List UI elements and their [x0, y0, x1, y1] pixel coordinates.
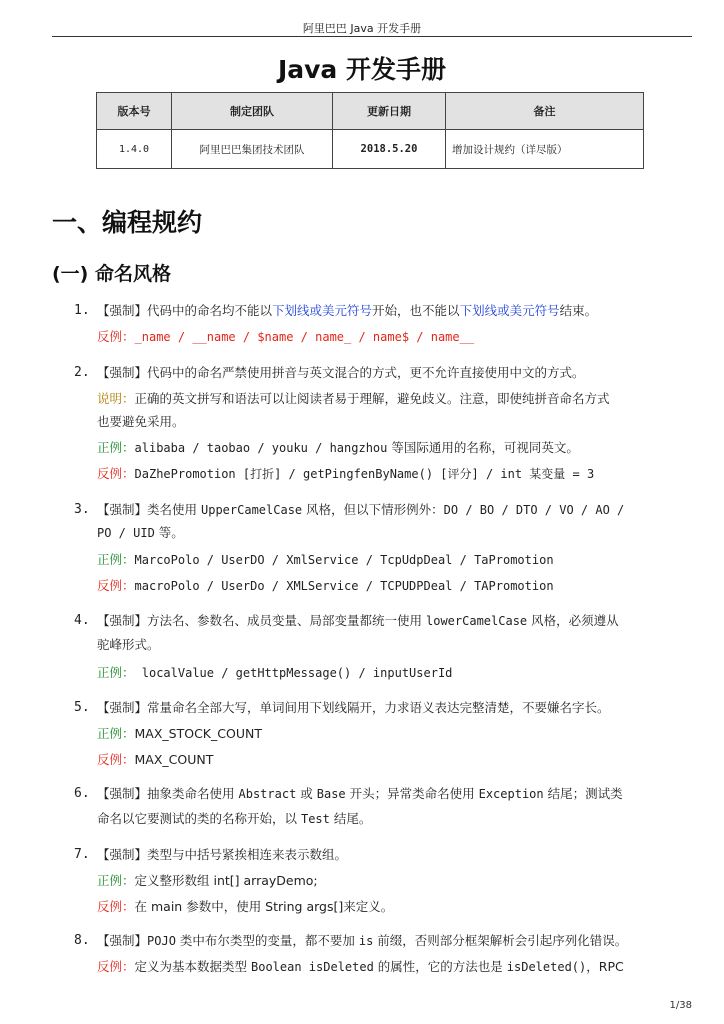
inline-code: UpperCamelCase: [201, 503, 303, 517]
rule-tag: 【强制】: [97, 613, 148, 628]
example-text: 等国际通用的名称，可视同英文。: [387, 440, 579, 455]
inline-code: Base: [316, 787, 346, 801]
inline-code: Boolean isDeleted: [251, 960, 374, 974]
rule-line: [97, 928, 627, 954]
example-code: alibaba / taobao / youku / hangzhou: [134, 441, 388, 455]
note-label: 说明：: [97, 391, 135, 406]
example-label: 正例：: [97, 552, 135, 567]
rule-text: 代码中的命名均不能以: [147, 303, 273, 318]
rule-text: 开始，也不能以: [372, 303, 460, 318]
item-number: 4.: [74, 613, 90, 628]
rule-text: 类名使用: [147, 502, 201, 517]
inline-code: Abstract: [238, 787, 297, 801]
inline-code: Exception: [478, 787, 544, 801]
highlight-text: 下划线或美元符号: [272, 303, 373, 318]
example-line: [97, 435, 579, 461]
rule-tag: 【强制】: [97, 700, 148, 715]
section-heading: (一) 命名风格: [52, 263, 171, 285]
rule-line: [97, 695, 610, 721]
rule-line: [97, 842, 347, 868]
rule-text: 开头；异常类命名使用: [345, 786, 479, 801]
table-cell-note: 增加设计规约（详尽版）: [446, 130, 644, 169]
counter-example-text: 在 main 参数中，使用 String args[]来定义。: [134, 899, 394, 914]
example-line: [97, 660, 452, 686]
rule-text: 命名以它要测试的类的名称开始，以: [97, 811, 301, 826]
rule-tag: 【强制】: [97, 365, 148, 380]
counter-example-label: 反例：: [97, 329, 135, 344]
version-table: [96, 92, 644, 169]
table-header-cell: 版本号: [97, 93, 172, 130]
inline-code: lowerCamelCase: [426, 614, 528, 628]
table-row: [97, 130, 644, 169]
counter-example-line: [97, 954, 624, 980]
rule-text: 类中布尔类型的变量，都不要加: [175, 933, 359, 948]
item-number: 2.: [74, 365, 90, 380]
rule-tag: 【强制】: [97, 786, 148, 801]
inline-code: is: [358, 934, 374, 948]
rule-text: 常量命名全部大写，单词间用下划线隔开，力求语义表达完整清楚，不要嫌名字长。: [147, 700, 610, 715]
counter-example-line: [97, 461, 594, 487]
rule-tag: 【强制】: [97, 933, 148, 948]
example-text: 定义整形数组 int[] arrayDemo;: [134, 873, 318, 888]
highlight-text: 下划线或美元符号: [459, 303, 560, 318]
item-number: 3.: [74, 502, 90, 517]
rule-text: 风格，必须遵从: [527, 613, 619, 628]
counter-example-line: [97, 573, 554, 599]
counter-example-line: [97, 894, 393, 920]
item-number: 1.: [74, 303, 90, 318]
rule-tag: 【强制】: [97, 847, 148, 862]
rule-line: [97, 520, 184, 546]
inline-code: Test: [300, 812, 330, 826]
table-header-cell: 制定团队: [172, 93, 333, 130]
counter-example-label: 反例：: [97, 578, 135, 593]
rule-line: [97, 632, 160, 658]
counter-example-line: [97, 747, 213, 773]
chapter-heading: 一、编程规约: [52, 208, 203, 237]
rule-text: 代码中的命名严禁使用拼音与英文混合的方式，更不允许直接使用中文的方式。: [147, 365, 585, 380]
counter-example-code: _name / __name / $name / name_ / name$ / name__: [134, 330, 475, 344]
table-header-row: [97, 93, 644, 130]
rule-text: 抽象类命名使用: [147, 786, 239, 801]
item-number: 5.: [74, 700, 90, 715]
counter-example-text: 定义为基本数据类型: [134, 959, 251, 974]
running-header: 阿里巴巴 Java 开发手册: [302, 22, 422, 35]
example-label: 正例：: [97, 440, 135, 455]
example-line: [97, 868, 318, 894]
example-label: 正例：: [97, 726, 135, 741]
counter-example-code: DaZhePromotion [打折] / getPingfenByName() [评分] / int 某变量 = 3: [134, 467, 595, 481]
page-number: 1/38: [669, 1000, 692, 1011]
table-cell-date: 2018.5.20: [333, 130, 446, 169]
inline-code: isDeleted(): [506, 960, 587, 974]
inline-code: PO / UID: [97, 526, 155, 540]
rule-text: 等。: [154, 525, 184, 540]
rule-text: 结尾。: [329, 811, 372, 826]
example-line: [97, 547, 554, 573]
rule-text: 前缀，否则部分框架解析会引起序列化错误。: [373, 933, 628, 948]
counter-example-label: 反例：: [97, 466, 135, 481]
example-label: 正例：: [97, 665, 135, 680]
example-line: [97, 721, 262, 747]
item-number: 6.: [74, 786, 90, 801]
rule-text: 结尾；测试类: [543, 786, 623, 801]
inline-code: DO / BO / DTO / VO / AO /: [443, 503, 625, 517]
counter-example-text: 的属性，它的方法也是: [373, 959, 507, 974]
rule-text: 结束。: [559, 303, 598, 318]
rule-text: 方法名、参数名、成员变量、局部变量都统一使用: [147, 613, 426, 628]
table-cell-team: 阿里巴巴集团技术团队: [172, 130, 333, 169]
counter-example-code: macroPolo / UserDo / XMLService / TCPUDPDeal / TAPromotion: [134, 579, 554, 593]
rule-text: 类型与中括号紧挨相连来表示数组。: [147, 847, 348, 862]
rule-line: [97, 360, 585, 386]
table-header-cell: 备注: [446, 93, 644, 130]
rule-line: [97, 806, 371, 832]
rule-text: 风格，但以下情形例外：: [302, 502, 444, 517]
counter-example-label: 反例：: [97, 959, 135, 974]
note-line: [97, 409, 185, 435]
counter-example-code: MAX_COUNT: [134, 752, 214, 767]
counter-example-text: ，RPC: [586, 959, 624, 974]
rule-tag: 【强制】: [97, 303, 148, 318]
item-number: 8.: [74, 933, 90, 948]
rule-tag: 【强制】: [97, 502, 148, 517]
counter-example-label: 反例：: [97, 752, 135, 767]
example-code: MarcoPolo / UserDO / XmlService / TcpUdpDeal / TaPromotion: [134, 553, 554, 567]
rule-line: [97, 298, 597, 324]
counter-example-line: [97, 324, 474, 350]
note-text: 正确的英文拼写和语法可以让阅读者易于理解，避免歧义。注意，即使纯拼音命名方式: [134, 391, 610, 406]
header-rule: [52, 36, 692, 37]
rule-line: [97, 781, 623, 807]
table-header-cell: 更新日期: [333, 93, 446, 130]
document-title: Java 开发手册: [277, 55, 447, 84]
rule-text: 驼峰形式。: [97, 637, 160, 652]
note-text: 也要避免采用。: [97, 414, 185, 429]
example-code: MAX_STOCK_COUNT: [134, 726, 262, 741]
inline-code: POJO: [147, 934, 176, 948]
table-cell-version: 1.4.0: [97, 130, 172, 169]
counter-example-label: 反例：: [97, 899, 135, 914]
item-number: 7.: [74, 847, 90, 862]
example-label: 正例：: [97, 873, 135, 888]
rule-line: [97, 608, 619, 634]
example-code: localValue / getHttpMessage() / inputUserId: [134, 666, 453, 680]
rule-text: 或: [296, 786, 317, 801]
